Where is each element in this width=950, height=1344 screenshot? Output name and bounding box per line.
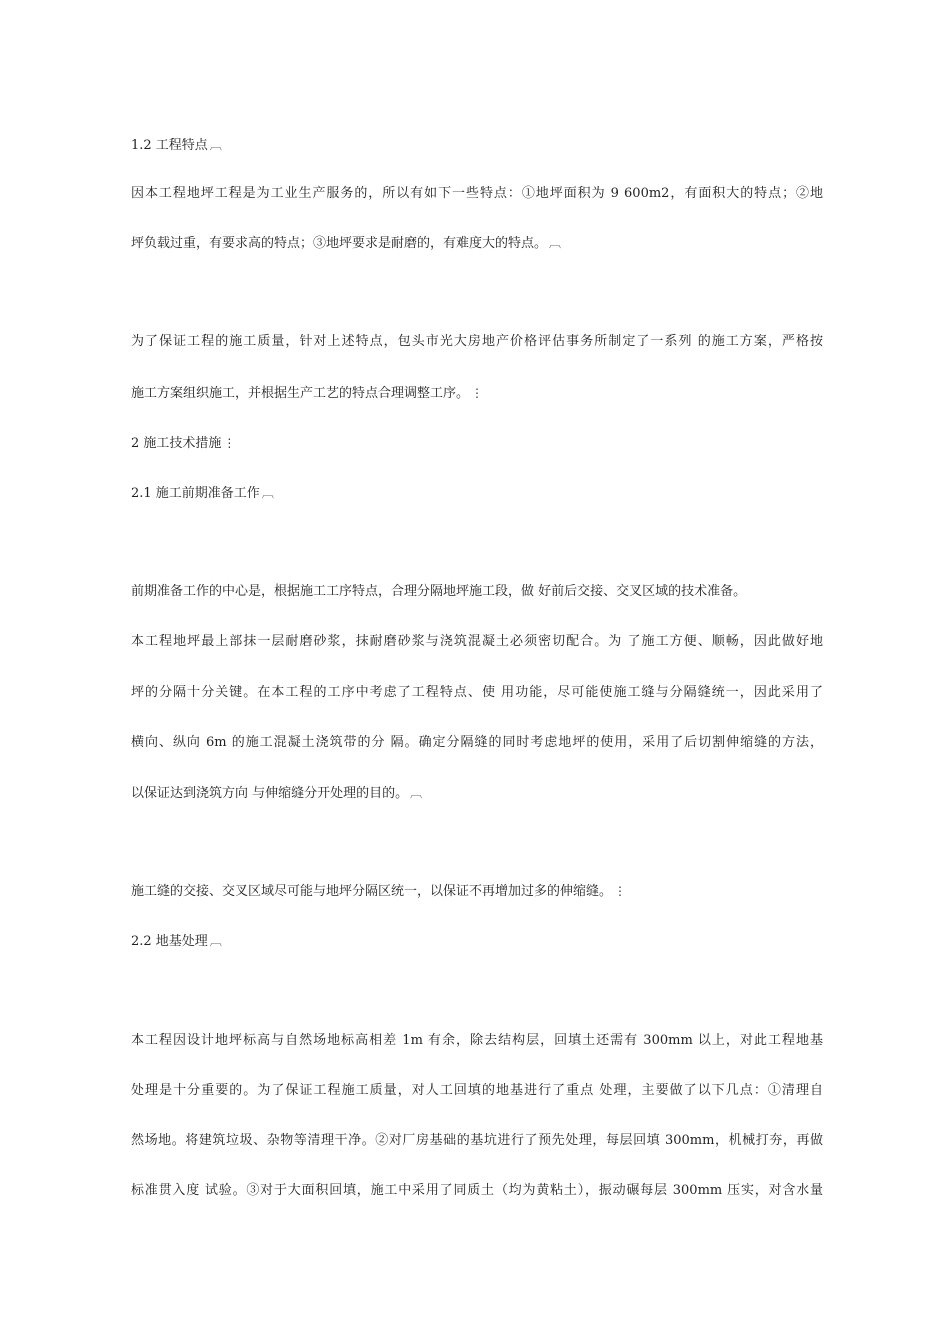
paragraph-line bbox=[131, 783, 823, 804]
line-text: 2.2 地基处理 bbox=[131, 934, 208, 949]
paragraph-mark-icon: ︹ bbox=[209, 138, 222, 152]
line-text: 2.1 施工前期准备工作 bbox=[131, 486, 260, 501]
heading-2-2 bbox=[131, 931, 823, 952]
heading-2-1 bbox=[131, 483, 823, 504]
paragraph-line bbox=[131, 632, 823, 652]
line-text: 标准贯入度 试验。③对于大面积回填，施工中采用了同质土（均为黄粘土），振动碾每层 300mm 压实，对含水量 bbox=[131, 1183, 823, 1198]
paragraph-line bbox=[131, 1131, 823, 1151]
heading-2 bbox=[131, 433, 823, 454]
line-text: 横向、纵向 6m 的施工混凝土浇筑带的分 隔。确定分隔缝的同时考虑地坪的使用，采用了后切割伸缩缝的方法， bbox=[131, 735, 823, 750]
paragraph-line bbox=[131, 683, 823, 703]
line-text: 处理是十分重要的。为了保证工程施工质量，对人工回填的地基进行了重点 处理，主要做了以下几点：①清理自 bbox=[131, 1083, 823, 1098]
line-text: 坪负载过重，有要求高的特点；③地坪要求是耐磨的，有难度大的特点。 bbox=[131, 236, 548, 251]
paragraph-line bbox=[131, 1181, 823, 1201]
line-text: 前期准备工作的中心是，根据施工工序特点，合理分隔地坪施工段，做 好前后交接、交叉区域的技术准备。 bbox=[131, 584, 747, 599]
line-text: 1.2 工程特点 bbox=[131, 138, 208, 153]
line-text: 坪的分隔十分关键。在本工程的工序中考虑了工程特点、使 用功能，尽可能使施工缝与分隔缝统一，因此采用了 bbox=[131, 685, 823, 700]
paragraph-line bbox=[131, 881, 823, 902]
paragraph-mark-icon: ︹ bbox=[261, 486, 274, 500]
line-text: 因本工程地坪工程是为工业生产服务的，所以有如下一些特点：①地坪面积为 9 600m2，有面积大的特点；②地 bbox=[131, 186, 823, 201]
line-text: 施工缝的交接、交叉区域尽可能与地坪分隔区统一，以保证不再增加过多的伸缩缝。 bbox=[131, 884, 613, 899]
paragraph-mark-icon: ⋮ bbox=[614, 884, 627, 898]
paragraph-line bbox=[131, 733, 823, 753]
paragraph-mark-icon: ⋮ bbox=[223, 436, 236, 450]
paragraph-mark-icon: ︹ bbox=[209, 934, 222, 948]
paragraph-line bbox=[131, 233, 823, 254]
paragraph-line bbox=[131, 383, 823, 404]
paragraph-line bbox=[131, 184, 823, 204]
paragraph-line bbox=[131, 1081, 823, 1101]
line-text: 本工程因设计地坪标高与自然场地标高相差 1m 有余，除去结构层，回填土还需有 300mm 以上，对此工程地基 bbox=[131, 1033, 823, 1048]
line-text: 然场地。将建筑垃圾、杂物等清理干净。②对厂房基础的基坑进行了预先处理，每层回填 300mm，机械打夯，再做 bbox=[131, 1133, 823, 1148]
paragraph-mark-icon: ⋮ bbox=[471, 386, 484, 400]
paragraph-line bbox=[131, 582, 823, 602]
heading-1-2 bbox=[131, 135, 823, 156]
paragraph-mark-icon: ︹ bbox=[549, 236, 562, 250]
line-text: 施工方案组织施工，并根据生产工艺的特点合理调整工序。 bbox=[131, 386, 470, 401]
line-text: 2 施工技术措施 bbox=[131, 436, 222, 451]
line-text: 本工程地坪最上部抹一层耐磨砂浆，抹耐磨砂浆与浇筑混凝土必须密切配合。为 了施工方便、顺畅，因此做好地 bbox=[131, 634, 823, 649]
paragraph-mark-icon: ︹ bbox=[410, 786, 423, 800]
paragraph-line bbox=[131, 1031, 823, 1051]
line-text: 以保证达到浇筑方向 与伸缩缝分开处理的目的。 bbox=[131, 786, 409, 801]
paragraph-line bbox=[131, 332, 823, 352]
line-text: 为了保证工程的施工质量，针对上述特点，包头市光大房地产价格评估事务所制定了一系列 的施工方案，严格按 bbox=[131, 334, 823, 349]
